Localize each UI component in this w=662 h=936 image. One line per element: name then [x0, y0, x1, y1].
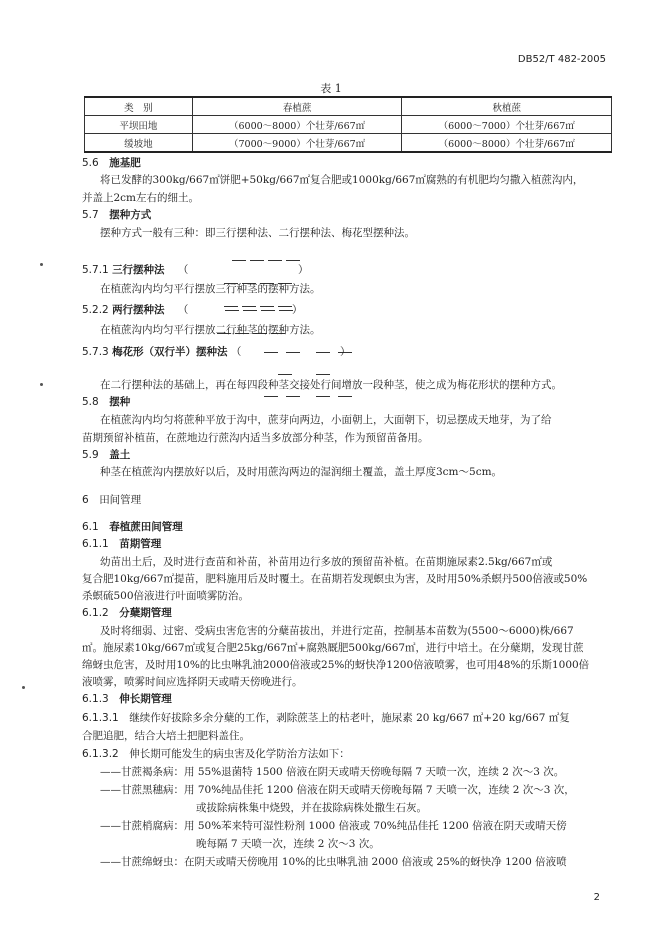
list-item-lead: ——甘蔗黑穗病：: [100, 784, 184, 796]
section-heading: [82, 156, 141, 170]
paragraph-line: 苗期预留补植苗，在蔗地边行蔗沟内适当多放部分种茎，作为预留苗备用。: [82, 432, 429, 444]
section-number: 6.1.1: [82, 538, 109, 550]
section-title: 苗期管理: [119, 538, 162, 550]
right-paren: ）: [298, 264, 309, 276]
right-paren: ）: [292, 304, 303, 316]
section-title: 两行摆种法: [112, 304, 165, 316]
paragraph-line: [82, 711, 570, 725]
list-item-text: 在阴天或晴天傍晚用 10%的比虫啉乳油 2000 倍液或 25%的蚜快净 1200 倍液喷: [184, 856, 567, 868]
section-number: 5.9: [82, 449, 99, 461]
list-item-lead: ——甘蔗褐条病：: [100, 766, 184, 778]
left-paren: （: [230, 346, 242, 358]
section-heading: [82, 263, 188, 277]
scan-speck: [40, 383, 43, 386]
section-number: 5.7: [82, 209, 99, 221]
paragraph-line: 复合肥10kg/667㎡提苗，肥料施用后及时覆土。在苗期若发现螟虫为害，及时用50%杀螟丹500倍液或50%: [82, 573, 588, 585]
table-header-cell: 类 别: [85, 97, 193, 116]
paragraph-line: 在植蔗沟内均匀将蔗种平放于沟中，蔗芽向两边，小面朝上，大面朝下，切忌摆成天地芽，为了给: [100, 414, 552, 426]
section-heading: [82, 692, 172, 706]
paragraph-line: 在植蔗沟内均匀平行摆放二行种茎的摆种方法。: [100, 324, 321, 336]
scan-speck: [40, 263, 43, 266]
section-title: 盖土: [109, 449, 131, 461]
section-number: 5.8: [82, 396, 99, 408]
table-cell: 缓坡地: [85, 134, 193, 153]
section-heading: [82, 395, 130, 409]
list-item-text: 用 70%纯品佳托 1200 倍液在阴天或晴天傍晚每隔 7 天喷一次，连续 2 次～3 次，: [184, 784, 575, 796]
chapter-heading: [82, 493, 141, 507]
section-number: 5.7.1: [82, 264, 109, 276]
paragraph-line: 幼苗出土后，及时进行查苗和补苗，补苗用边行多放的预留苗补植。在苗期施尿素2.5kg/667㎡或: [100, 556, 553, 568]
left-paren: （: [177, 264, 189, 276]
section-title: 春植蔗田间管理: [109, 521, 183, 533]
list-item: [100, 855, 567, 869]
section-title: 摆种: [109, 396, 131, 408]
section-title: 分蘖期管理: [119, 607, 172, 619]
section-number: 6.1.3.2: [82, 748, 119, 760]
table-row: [85, 116, 612, 134]
list-item: [100, 783, 575, 797]
document-id: DB52/T 482-2005: [517, 54, 606, 65]
list-item-lead: ——甘蔗绵蚜虫：: [100, 856, 184, 868]
paragraph-line: 将已发酵的300kg/667㎡饼肥+50kg/667㎡复合肥或1000kg/667㎡腐熟的有机肥均匀撒入植蔗沟内，: [100, 174, 584, 186]
section-title: 伸长期管理: [119, 693, 172, 705]
paragraph-line: 在植蔗沟内均匀平行摆放三行种茎的摆种方法。: [100, 283, 321, 295]
paragraph-line: ㎡。施尿素10kg/667㎡或复合肥25kg/667㎡+腐熟厩肥500kg/667㎡，进行中培土。在分蘖期，发现甘蔗: [82, 642, 584, 654]
planting-density-table: [84, 96, 612, 153]
scan-speck: [22, 686, 25, 689]
section-number: 5.7.3: [82, 346, 109, 358]
section-heading: [82, 606, 172, 620]
paragraph-line: 及时将细弱、过密、受病虫害危害的分蘖苗拔出，并进行定苗，控制基本苗数为(5500～6000)株/667: [100, 625, 574, 637]
table-row: [85, 134, 612, 153]
table-header-cell: 春植蔗: [192, 97, 402, 116]
list-item-continuation: 或拔除病株集中烧毁，并在拔除病株处撒生石灰。: [196, 802, 427, 814]
table-header-row: [85, 97, 612, 116]
paragraph-line: 并盖上2cm左右的细土。: [82, 192, 200, 204]
paragraph-text: 伸长期可能发生的病虫害及化学防治方法如下：: [129, 748, 350, 760]
list-item: [100, 765, 564, 779]
list-item-text: 用 50%苯来特可湿性粉剂 1000 倍液或 70%纯品佳托 1200 倍液在阴天或晴天傍: [184, 820, 567, 832]
section-title: 田间管理: [99, 494, 142, 506]
section-title: 摆种方式: [109, 209, 152, 221]
table-cell: （6000～7000）个壮芽/667㎡: [402, 116, 612, 134]
section-number: 5.2.2: [82, 304, 109, 316]
paragraph-line: 绵蚜虫危害，及时用10%的比虫啉乳油2000倍液或25%的蚜快净1200倍液喷雾，也可用48%的乐斯1000倍: [82, 659, 590, 671]
section-title: 施基肥: [109, 157, 141, 169]
paragraph-text: 继续作好拔除多余分蘖的工作，剥除蔗茎上的枯老叶，施尿素 20 kg/667 ㎡+20 kg/667 ㎡复: [129, 712, 570, 724]
section-heading: [82, 208, 151, 222]
section-title: 梅花形（双行半）摆种法: [112, 346, 228, 358]
section-heading: [82, 448, 130, 462]
table-cell: （6000～8000）个壮芽/667㎡: [402, 134, 612, 153]
section-number: 6.1.3: [82, 693, 109, 705]
section-heading: [82, 537, 161, 551]
right-paren: ）: [340, 346, 351, 358]
section-heading: [82, 520, 183, 534]
page-number: 2: [593, 892, 600, 903]
table-cell: 平坝田地: [85, 116, 193, 134]
section-number: 6.1.3.1: [82, 712, 119, 724]
table-header-cell: 秋植蔗: [402, 97, 612, 116]
paragraph-line: 摆种方式一般有三种：即三行摆种法、二行摆种法、梅花型摆种法。: [100, 227, 415, 239]
section-number: 6.1.2: [82, 607, 109, 619]
paragraph-line: 在二行摆种法的基础上，再在每四段种茎交接处行间增放一段种茎，使之成为梅花形状的摆种方式。: [100, 379, 562, 391]
table-cell: （7000～9000）个壮芽/667㎡: [192, 134, 402, 153]
paragraph-line: [82, 747, 350, 761]
section-title: 三行摆种法: [112, 264, 165, 276]
paragraph-line: 杀螟硫500倍液进行叶面喷雾防治。: [82, 590, 250, 602]
left-paren: （: [177, 304, 189, 316]
paragraph-line: 液喷雾，喷雾时间应选择阴天或晴天傍晚进行。: [82, 676, 303, 688]
list-item-lead: ——甘蔗梢腐病：: [100, 820, 184, 832]
paragraph-line: 合肥追肥，结合大培土把肥料盖住。: [82, 730, 250, 742]
paragraph-line: 种茎在植蔗沟内摆放好以后，及时用蔗沟两边的湿润细土覆盖，盖土厚度3cm～5cm。: [100, 466, 503, 478]
section-heading: [82, 345, 241, 359]
table-caption: 表 1: [320, 82, 342, 95]
list-item-continuation: 晚每隔 7 天喷一次，连续 2 次～3 次。: [196, 838, 380, 850]
list-item-text: 用 55%退菌特 1500 倍液在阴天或晴天傍晚每隔 7 天喷一次，连续 2 次～3 次。: [184, 766, 565, 778]
section-heading: [82, 303, 188, 317]
section-number: 5.6: [82, 157, 99, 169]
section-number: 6: [82, 494, 89, 506]
list-item: [100, 819, 567, 833]
table-cell: （6000～8000）个壮芽/667㎡: [192, 116, 402, 134]
section-number: 6.1: [82, 521, 99, 533]
